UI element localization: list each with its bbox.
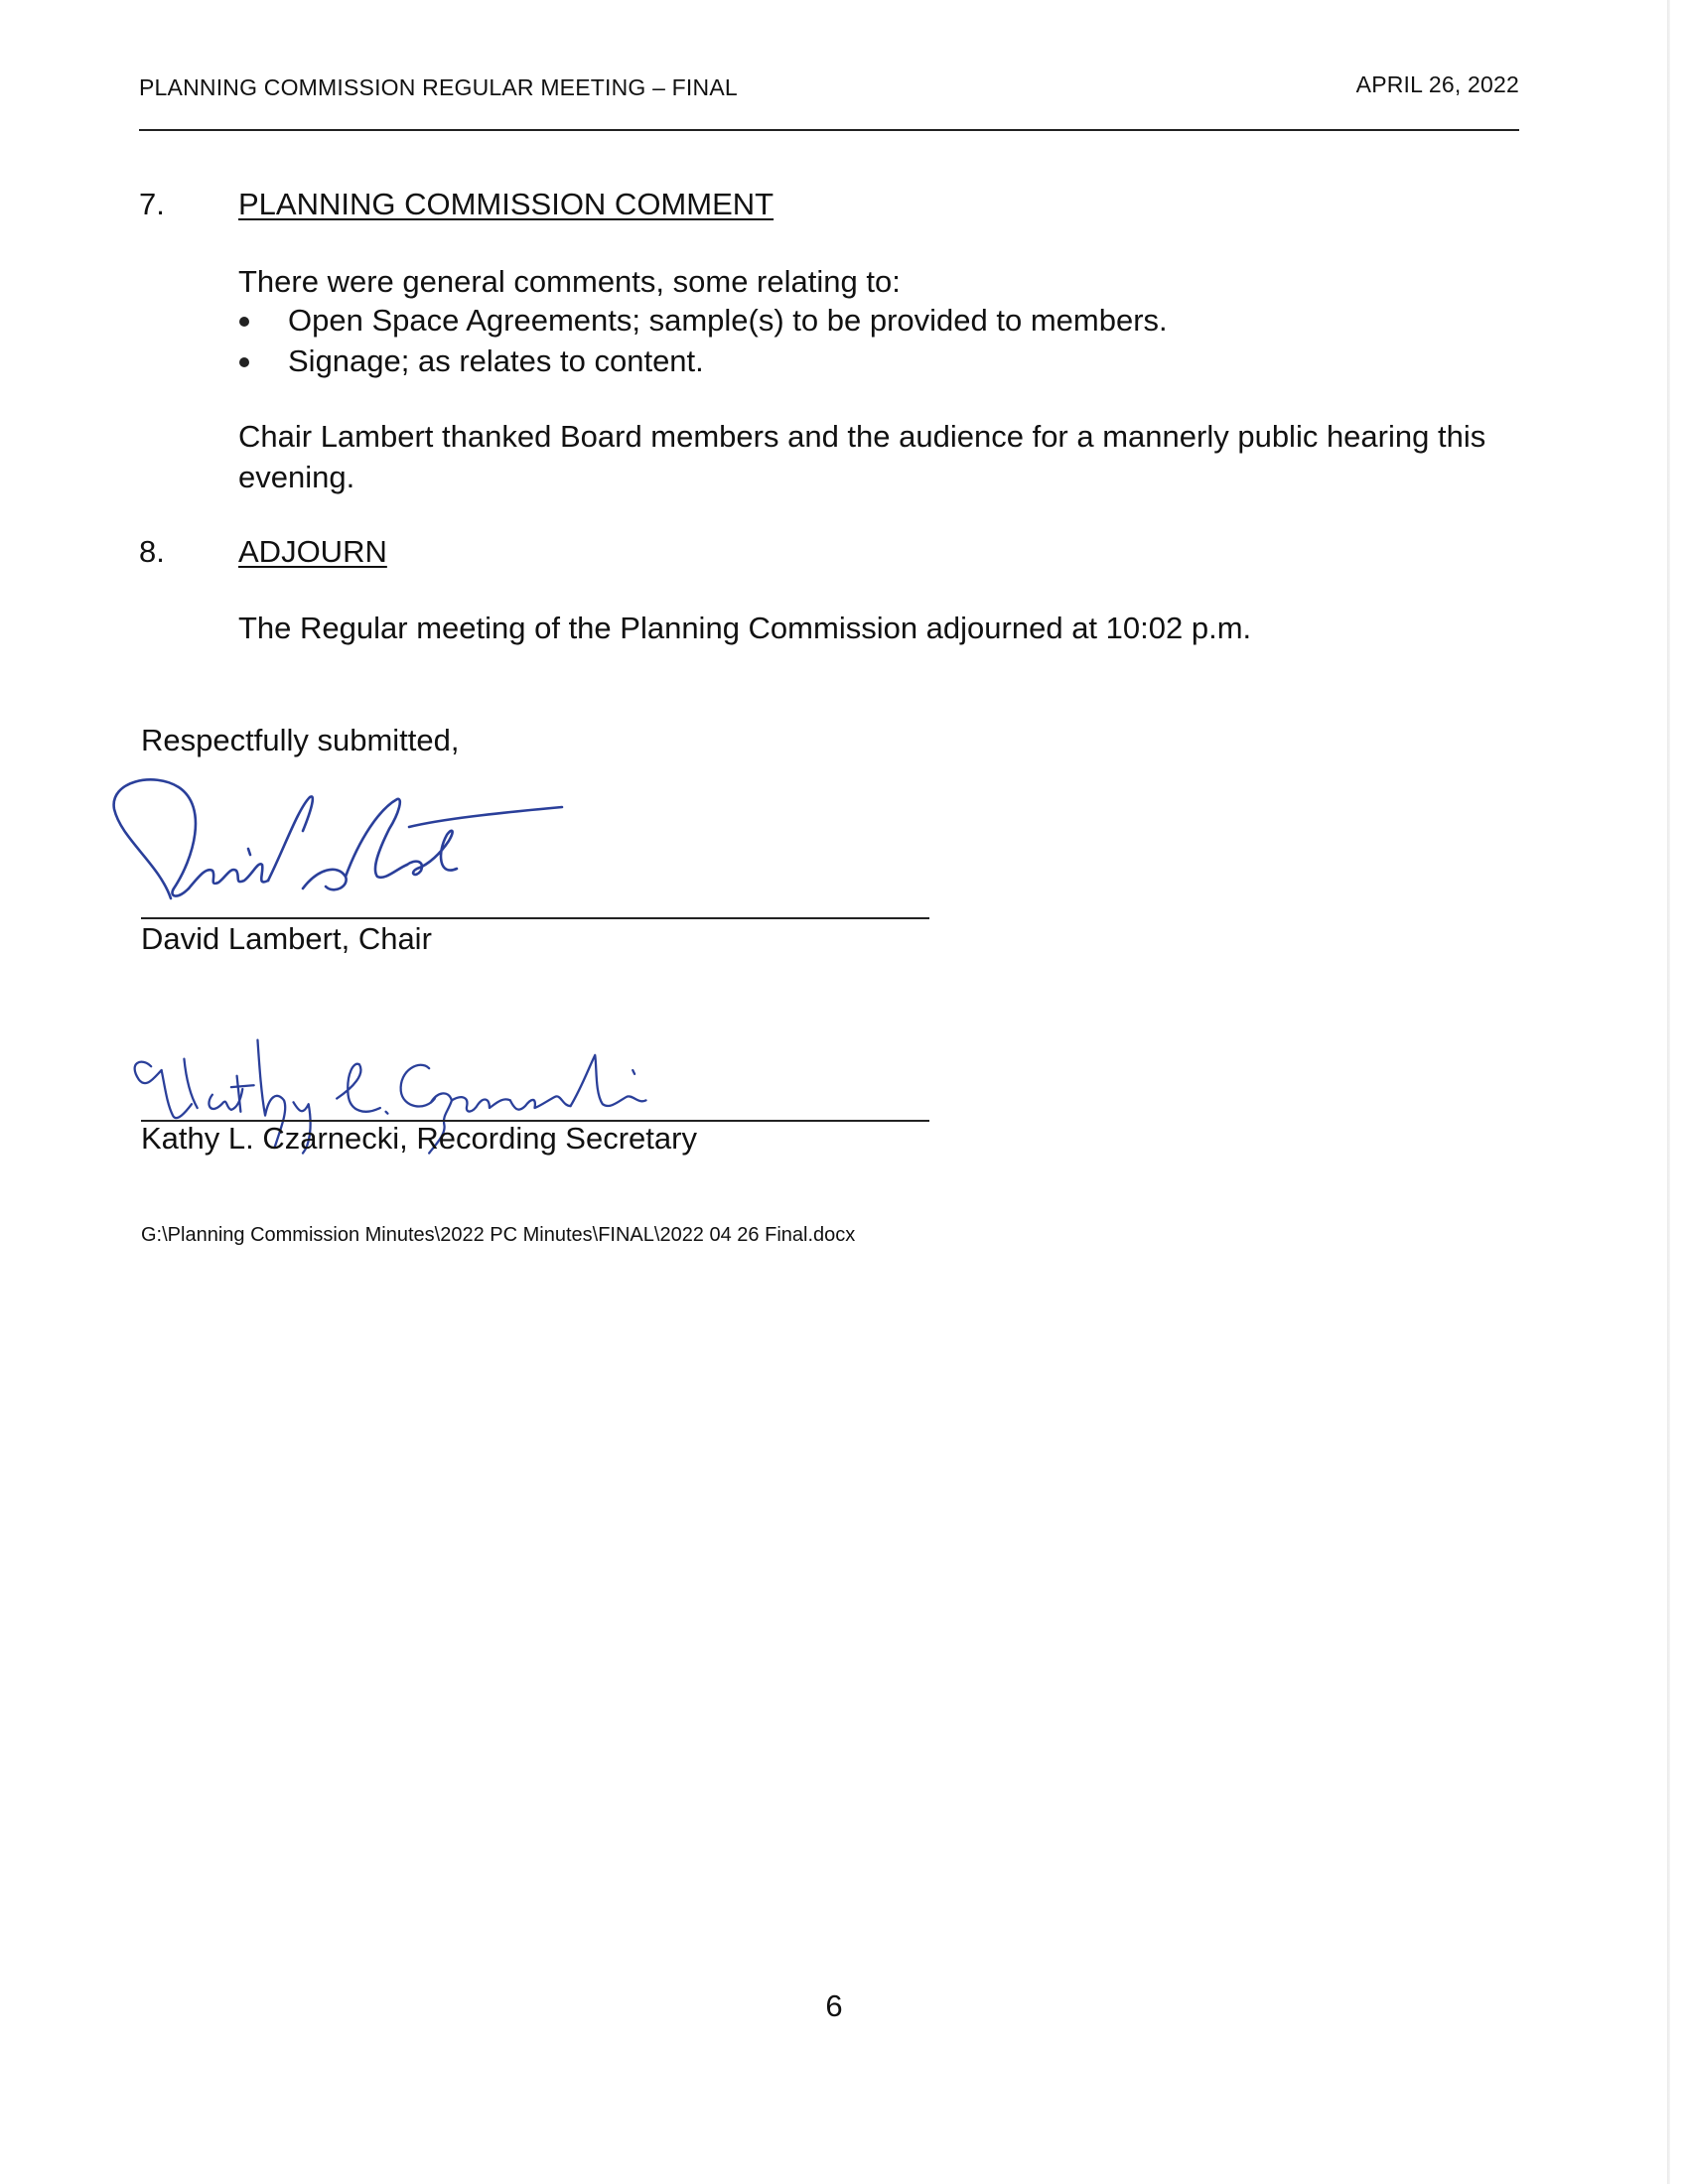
- section-8-title: ADJOURN: [238, 534, 387, 569]
- chair-signature: [99, 769, 655, 918]
- section-8-text: The Regular meeting of the Planning Commission adjourned at 10:02 p.m.: [238, 611, 1252, 645]
- page-edge: [1667, 0, 1670, 2184]
- list-item-text: Open Space Agreements; sample(s) to be provided to members.: [288, 303, 1168, 338]
- comment-list: [238, 300, 1168, 381]
- secretary-name: Kathy L. Czarnecki, Recording Secretary: [141, 1121, 697, 1156]
- list-item-text: Signage; as relates to content.: [288, 343, 704, 378]
- section-8-number: 8.: [139, 534, 165, 569]
- chair-name: David Lambert, Chair: [141, 921, 432, 956]
- section-7-note: Chair Lambert thanked Board members and the audience for a mannerly public hearing this evening.: [238, 419, 1486, 494]
- section-7-number: 7.: [139, 187, 165, 221]
- header-date: APRIL 26, 2022: [1355, 71, 1519, 97]
- list-item: [238, 341, 1168, 381]
- section-7-intro: There were general comments, some relating to:: [238, 264, 901, 299]
- header-title: PLANNING COMMISSION REGULAR MEETING – FINAL: [139, 74, 738, 100]
- list-item: [238, 300, 1168, 341]
- closing-salutation: Respectfully submitted,: [141, 723, 460, 757]
- page-number: 6: [825, 1988, 843, 2023]
- chair-signature-line: [141, 917, 929, 919]
- bullet-icon: [239, 317, 249, 327]
- file-path: G:\Planning Commission Minutes\2022 PC Minutes\FINAL\2022 04 26 Final.docx: [141, 1224, 856, 1246]
- section-7-title: PLANNING COMMISSION COMMENT: [238, 187, 774, 221]
- bullet-icon: [239, 357, 249, 367]
- page-header: [139, 71, 1519, 131]
